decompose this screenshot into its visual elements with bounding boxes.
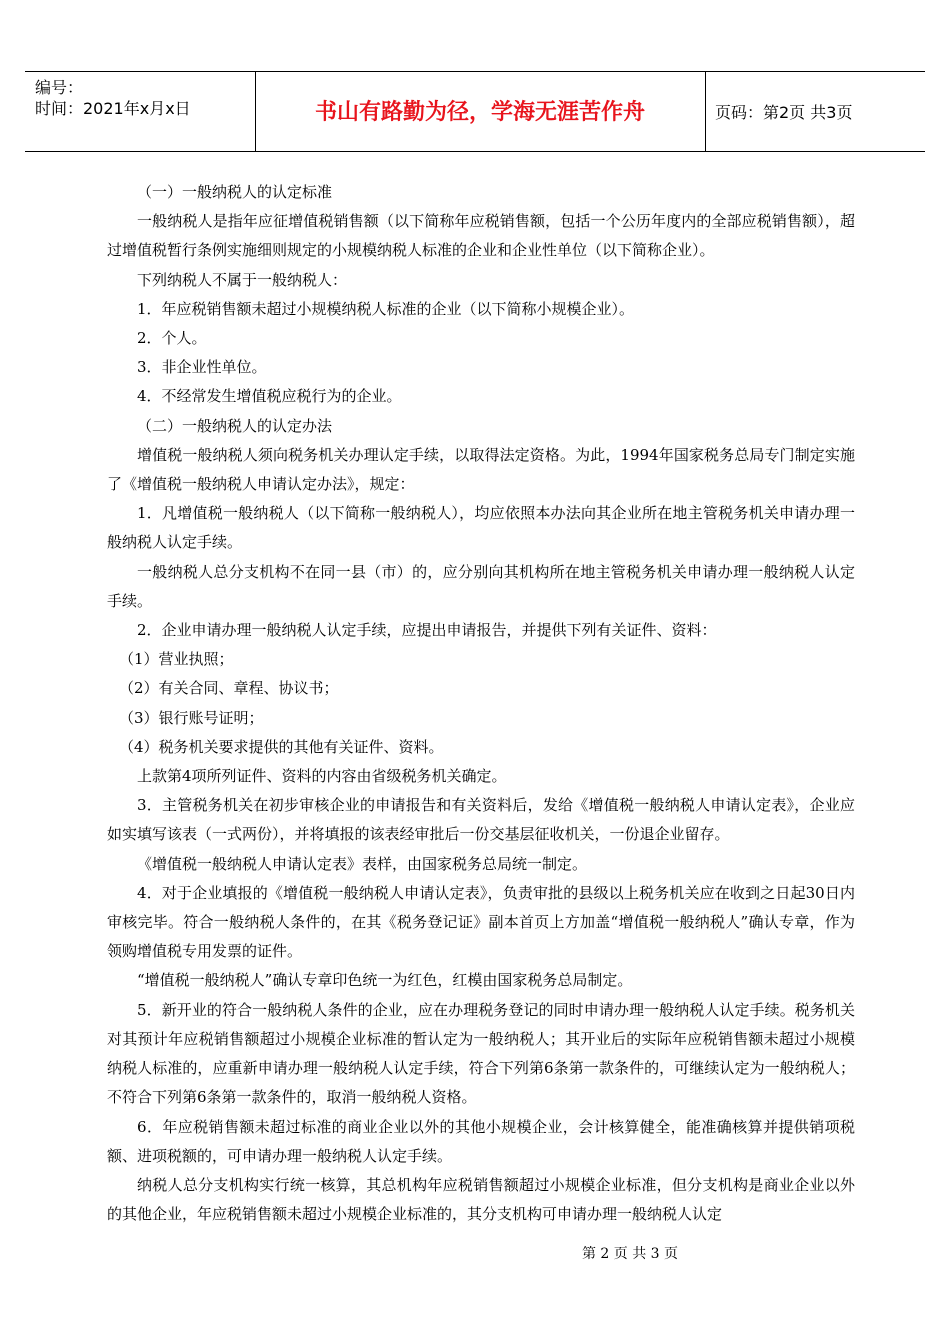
list-item: 5．新开业的符合一般纳税人条件的企业，应在办理税务登记的同时申请办理一般纳税人认定手续。税务机关对其预计年应税销售额超过小规模企业标准的暂认定为一般纳税人；其开业后的实际年应税销售额未超过小规模纳税人标准的，应重新申请办理一般纳税人认定手续，符合下列第6条第一款条件的，可继续认定为一般纳税人；不符合下列第6条第一款条件的，取消一般纳税人资格。 bbox=[107, 1000, 855, 1107]
document-number-label: 编号： bbox=[35, 78, 84, 97]
footer-page-number: 第 2 页 共 3 页 bbox=[581, 1246, 679, 1262]
list-item: 3．主管税务机关在初步审核企业的申请报告和有关资料后，发给《增值税一般纳税人申请认定表》，企业应如实填写该表（一式两份），并将填报的该表经审批后一份交基层征收机关，一份退企业留存。 bbox=[107, 796, 855, 844]
document-body bbox=[107, 178, 855, 1229]
sub-list-item: （1）营业执照； bbox=[119, 650, 234, 669]
body-paragraph: 《增值税一般纳税人申请认定表》表样，由国家税务总局统一制定。 bbox=[137, 854, 588, 873]
list-item: 4．不经常发生增值税应税行为的企业。 bbox=[137, 387, 402, 406]
page-header bbox=[25, 71, 925, 152]
header-page-cell bbox=[705, 72, 925, 151]
sub-list-item: （3）银行账号证明； bbox=[119, 708, 264, 727]
body-paragraph: 上款第4项所列证件、资料的内容由省级税务机关确定。 bbox=[137, 767, 507, 786]
list-item: 6．年应税销售额未超过标准的商业企业以外的其他小规模企业，会计核算健全，能准确核算并提供销项税额、进项税额的，可申请办理一般纳税人认定手续。 bbox=[107, 1117, 855, 1165]
header-motto: 书山有路勤为径，学海无涯苦作舟 bbox=[314, 100, 645, 125]
list-item: 1．凡增值税一般纳税人（以下简称一般纳税人），均应依照本办法向其企业所在地主管税务机关申请办理一般纳税人认定手续。 bbox=[107, 504, 855, 552]
body-paragraph: 一般纳税人总分支机构不在同一县（市）的，应分别向其机构所在地主管税务机关申请办理一般纳税人认定手续。 bbox=[107, 562, 855, 610]
body-paragraph: 增值税一般纳税人须向税务机关办理认定手续，以取得法定资格。为此，1994年国家税务总局专门制定实施了《增值税一般纳税人申请认定办法》，规定： bbox=[107, 445, 855, 494]
body-paragraph: 纳税人总分支机构实行统一核算，其总机构年应税销售额超过小规模企业标准，但分支机构是商业企业以外的其他企业，年应税销售额未超过小规模企业标准的，其分支机构可申请办理一般纳税人认定 bbox=[107, 1175, 855, 1224]
section-heading: （二）一般纳税人的认定办法 bbox=[137, 416, 333, 435]
header-motto-cell bbox=[255, 72, 706, 151]
page-footer bbox=[0, 1244, 950, 1264]
header-page-code: 页码：第2页 共3页 bbox=[715, 103, 853, 122]
header-meta-cell bbox=[25, 72, 256, 151]
body-paragraph: 下列纳税人不属于一般纳税人： bbox=[137, 270, 348, 289]
sub-list-item: （4）税务机关要求提供的其他有关证件、资料。 bbox=[119, 737, 444, 756]
document-time-label: 时间：2021年x月x日 bbox=[35, 99, 191, 118]
list-item: 3．非企业性单位。 bbox=[137, 358, 267, 377]
body-paragraph: 一般纳税人是指年应征增值税销售额（以下简称年应税销售额，包括一个公历年度内的全部应税销售额），超过增值税暂行条例实施细则规定的小规模纳税人标准的企业和企业性单位（以下简称企业）。 bbox=[107, 212, 855, 260]
list-item: 2．个人。 bbox=[137, 329, 207, 348]
section-heading: （一）一般纳税人的认定标准 bbox=[137, 183, 333, 201]
list-item: 2．企业申请办理一般纳税人认定手续，应提出申请报告，并提供下列有关证件、资料： bbox=[137, 621, 717, 640]
list-item: 1．年应税销售额未超过小规模纳税人标准的企业（以下简称小规模企业）。 bbox=[137, 299, 635, 318]
body-paragraph: “增值税一般纳税人”确认专章印色统一为红色，红模由国家税务总局制定。 bbox=[137, 971, 633, 990]
list-item: 4．对于企业填报的《增值税一般纳税人申请认定表》，负责审批的县级以上税务机关应在收到之日起30日内审核完毕。符合一般纳税人条件的，在其《税务登记证》副本首页上方加盖“增值税一般纳税人”确认专章，作为领购增值税专用发票的证件。 bbox=[107, 883, 855, 961]
sub-list-item: （2）有关合同、章程、协议书； bbox=[119, 679, 339, 698]
